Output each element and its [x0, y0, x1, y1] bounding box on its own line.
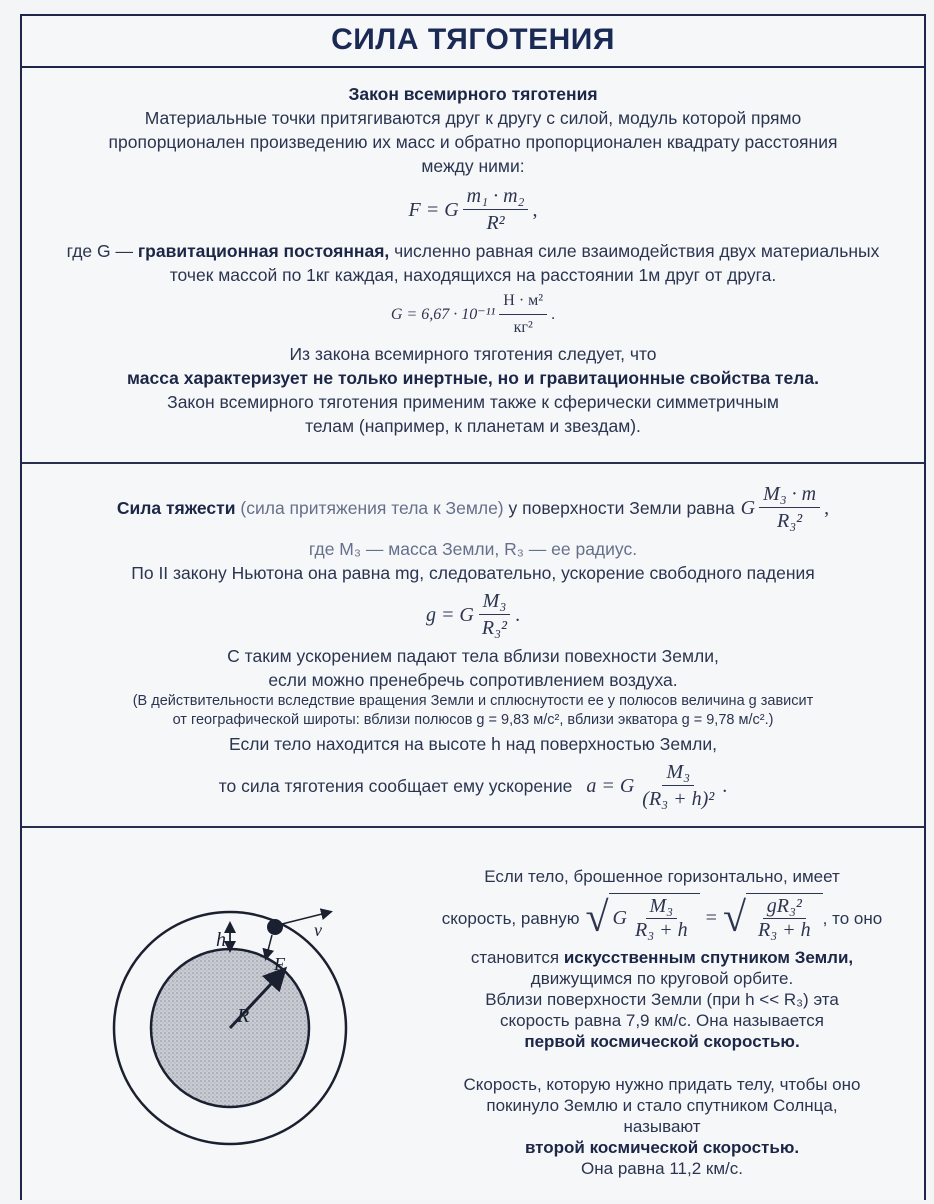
becomes-text: становится	[470, 948, 560, 967]
gravity-muted: (сила притяжения тела к Земле)	[240, 497, 504, 518]
sqrt1-num: M₃	[646, 896, 678, 919]
law-formula-num: m₁ · m₂	[463, 184, 529, 210]
fall-line-2: если можно пренебречь сопротивлением воздуха.	[268, 670, 678, 690]
near-line: Вблизи поверхности Земли (при h << R₃) эта	[485, 990, 839, 1009]
sqrt2-num: gR₃²	[763, 896, 806, 919]
law-text: Материальные точки притягиваются друг к другу с силой, модуль которой прямо пропорционален произведению их масс и обратно пропорционален квадрату расстояния между ними:	[108, 108, 838, 176]
sqrt1-den: R₃ + h	[634, 919, 688, 941]
sqrt1-lhs: G	[612, 907, 627, 929]
sat-speed-post: , то оно	[822, 908, 883, 928]
gravity-formula-lhs: G	[740, 496, 756, 519]
law-formula-lhs: F = G	[408, 198, 459, 221]
g-formula-lhs: g = G	[425, 603, 474, 626]
satellite-section	[22, 828, 924, 1204]
g-formula-num: M₃	[479, 589, 511, 615]
height-text: то сила тяготения сообщает ему ускорение	[218, 775, 573, 796]
gravity-section	[22, 464, 924, 828]
height-line-1: Если тело находится на высоте h над поверхностью Земли,	[229, 734, 717, 754]
law-formula-tail: ,	[532, 198, 538, 221]
g-text: численно равная силе взаимодействия двух материальных точек массой по 1кг каждая, находящихся на расстоянии 1м друг от друга.	[169, 241, 880, 285]
height-line-2	[22, 760, 924, 811]
becomes-line	[422, 947, 902, 968]
g-value-lhs: G = 6,67 · 10⁻¹¹	[390, 305, 496, 323]
law-section	[22, 68, 924, 464]
satellite-text	[422, 866, 902, 1179]
g-value-tail: .	[551, 305, 556, 323]
page-title: СИЛА ТЯГОТЕНИЯ	[22, 16, 924, 68]
first-cosmic-speed: первой космической скоростью.	[524, 1032, 800, 1051]
speed79-line: скорость равна 7,9 км/с. Она называется	[500, 1011, 824, 1030]
gravity-text: у поверхности Земли равна	[508, 497, 735, 518]
law-heading: Закон всемирного тяготения	[348, 84, 598, 104]
g-formula	[22, 589, 924, 640]
second-line-3: называют	[623, 1117, 701, 1136]
a-formula-den: (R₃ + h)²	[642, 788, 715, 810]
gravity-formula-tail: ,	[824, 496, 830, 519]
gravity-bold: Сила тяжести	[116, 497, 236, 518]
page-sheet	[20, 14, 926, 1200]
second-cosmic-speed: второй космической скоростью.	[524, 1138, 800, 1157]
a-formula-lhs: a = G	[586, 774, 635, 797]
g-formula-den: R₃²	[481, 617, 508, 639]
force-arrow	[266, 935, 272, 958]
newton-text: По II закону Ньютона она равна mg, следовательно, ускорение свободного падения	[131, 563, 815, 583]
sqrt-equals: =	[705, 906, 717, 929]
label-F: F	[274, 954, 285, 974]
becomes-bold: искусственным спутником Земли,	[563, 948, 854, 967]
g-constant-paragraph	[22, 239, 924, 287]
g-bold: гравитационная постоянная,	[137, 241, 390, 261]
second-line-2: покинуло Землю и стало спутником Солнца,	[486, 1096, 838, 1115]
second-line-4: Она равна 11,2 км/с.	[581, 1159, 743, 1178]
label-h: h	[216, 929, 226, 951]
gravity-line	[22, 482, 924, 533]
g-value-num: Н · м²	[499, 289, 547, 315]
gravity-formula-num: M₃ · m	[759, 482, 820, 508]
law-formula-den: R²	[486, 212, 505, 234]
satellite-body	[267, 919, 283, 935]
second-line-1: Скорость, которую нужно придать телу, чтобы оно	[463, 1075, 861, 1094]
g-intro: где G —	[66, 241, 133, 261]
note-line-2: от географической широты: вблизи полюсов g = 9,83 м/с², вблизи экватора g = 9,78 м/с².)	[172, 712, 774, 728]
a-formula-num: M₃	[662, 760, 694, 786]
sat-speed-line: скорость, равную √ G $\frac{\text{M₃}}{\text{R₃ + h}}$ = √ $\frac{\text{gR₃²}}{\text{R₃ + h}}$ , то оно	[441, 895, 883, 941]
mass-statement: масса характеризует не только инертные, но и гравитационные свойства тела.	[127, 368, 819, 388]
sat-line-1: Если тело, брошенное горизонтально, имеет	[484, 867, 840, 886]
g-value-den: кг²	[513, 319, 533, 336]
follows-text: Из закона всемирного тяготения следует, что	[289, 344, 657, 364]
velocity-arrow	[282, 912, 330, 924]
gravity-formula-den: R₃²	[777, 510, 803, 532]
label-R: R	[237, 1005, 250, 1027]
label-v: v	[314, 920, 322, 940]
note-line-1: (В действительности вследствие вращения Земли и сплюснутости ее у полюсов величина g зависит	[132, 693, 814, 709]
law-formula	[22, 184, 924, 235]
orbit-diagram	[100, 888, 360, 1148]
g-formula-tail: .	[515, 603, 521, 626]
g-value-formula	[22, 289, 924, 340]
gravity-where: где M₃ — масса Земли, R₃ — ее радиус.	[308, 539, 638, 559]
a-formula-tail: .	[722, 774, 728, 797]
applies-text: Закон всемирного тяготения применим также к сферически симметричным телам (например, к планетам и звездам).	[167, 392, 779, 436]
sat-speed-pre: скорость, равную	[441, 908, 580, 928]
fall-line-1: С таким ускорением падают тела вблизи повехности Земли,	[227, 646, 719, 666]
orbit-line: движущимся по круговой орбите.	[530, 969, 794, 988]
sqrt2-den: R₃ + h	[758, 919, 811, 941]
